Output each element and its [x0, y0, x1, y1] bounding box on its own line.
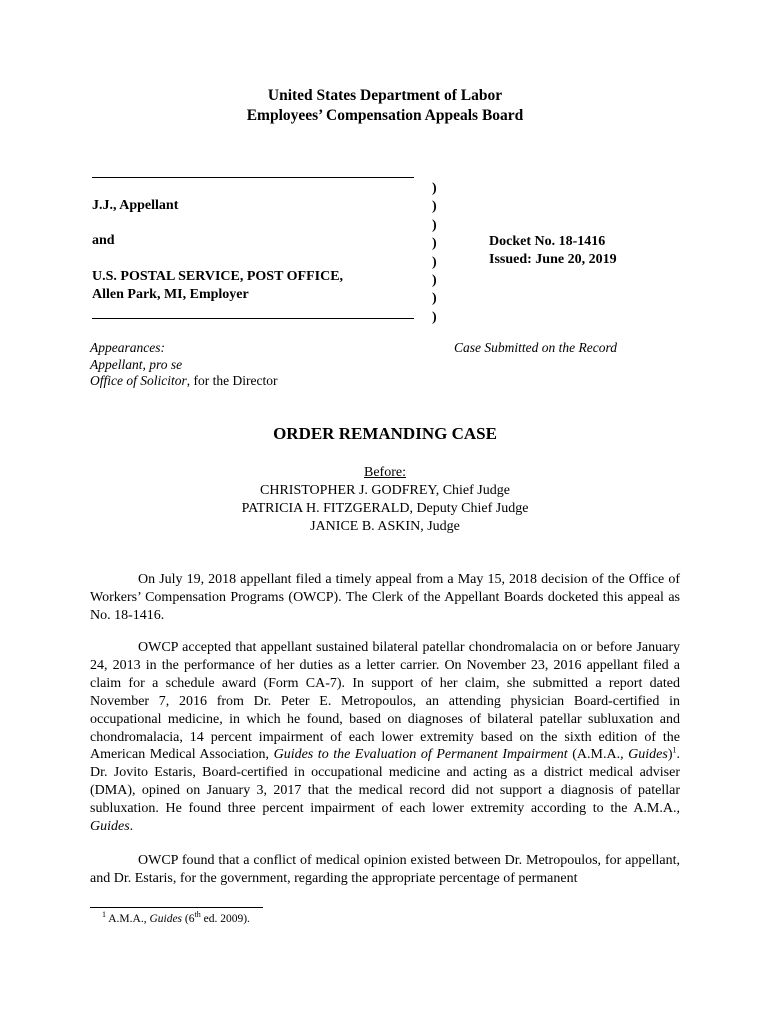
p2-text-d: . Dr. Jovito Estaris, Board-certified in occupational medicine and acting as a district medical adviser (DMA), opined on January 3, 2017 that the medical record did not support a diagnosis of patellar subluxation. He found three percent impairment of each lower extremity according to the A.M.A.,: [90, 747, 680, 817]
paren: ): [432, 236, 437, 252]
p2-text-b: (A.M.A.,: [567, 747, 629, 763]
p2-text-a: OWCP accepted that appellant sustained bilateral patellar chondromalacia on or before January 24, 2013 in the performance of her duties as a letter carrier. On November 23, 2016 appellant filed a claim for a schedule award (Form CA-7). In support of her claim, she submitted a report dated November 7, 2016 from Dr. Peter E. Metropoulos, an attending physician Board-certified in occupational medicine, in which he found, based on diagnoses of bilateral patellar subluxation and chondromalacia, 14 percent impairment of each lower extremity based on the sixth edition of the American Medical Association,: [90, 640, 680, 763]
solicitor-rest: , for the Director: [186, 373, 278, 388]
board-name: Employees’ Compensation Appeals Board: [246, 107, 524, 124]
paragraph-1: On July 19, 2018 appellant filed a timely appeal from a May 15, 2018 decision of the Office of Workers’ Compensation Programs (OWCP). The Clerk of the Appellant Boards docketed this appeal as No. 18-1416.: [90, 572, 680, 623]
p2-text-c: ): [667, 747, 673, 763]
paren: ): [432, 199, 437, 215]
before-label: Before:: [364, 465, 406, 480]
issued-date: Issued: June 20, 2019: [489, 252, 617, 267]
solicitor-office: Office of Solicitor: [90, 373, 187, 388]
judge-askin: JANICE B. ASKIN, Judge: [310, 519, 460, 534]
footnote-ref: 1: [672, 745, 677, 755]
paragraph-2: [90, 639, 680, 836]
submitted-on-record: Case Submitted on the Record: [454, 340, 617, 355]
paren: ): [432, 217, 437, 233]
employer-line1: U.S. POSTAL SERVICE, POST OFFICE,: [92, 269, 344, 284]
employer-line2: Allen Park, MI, Employer: [92, 287, 249, 302]
caption-and: and: [92, 233, 115, 248]
footnote-guides: Guides: [149, 913, 183, 925]
order-title: ORDER REMANDING CASE: [273, 424, 497, 443]
appellant-pro-se: Appellant, pro se: [90, 357, 183, 372]
paragraph-3: OWCP found that a conflict of medical opinion existed between Dr. Metropoulos, for appellant, and Dr. Estaris, for the government, regarding the appropriate percentage of permanent: [90, 853, 680, 886]
p2-text-e: .: [129, 819, 134, 835]
footnote-text-c: ed. 2009).: [200, 913, 250, 925]
solicitor-line: [90, 373, 277, 389]
agency-name: United States Department of Labor: [267, 87, 503, 104]
paren: ): [432, 272, 437, 288]
guides-title: Guides to the Evaluation of Permanent Impairment: [273, 747, 568, 763]
caption-top-rule: [92, 177, 414, 178]
caption-parentheses: [432, 180, 437, 327]
paren: ): [432, 254, 437, 270]
judge-chief: CHRISTOPHER J. GODFREY, Chief Judge: [260, 483, 510, 498]
footnote-number: 1: [102, 910, 106, 920]
footnote-text-a: A.M.A.,: [106, 913, 150, 925]
appellant-name: J.J., Appellant: [92, 198, 179, 213]
judges-panel: [0, 464, 770, 536]
docket-number: Docket No. 18-1416: [489, 234, 606, 249]
judge-deputy-chief: PATRICIA H. FITZGERALD, Deputy Chief Judge: [241, 501, 529, 516]
guides-short-2: Guides: [90, 819, 130, 835]
footnote-text-b: (6: [182, 913, 195, 925]
footnote-rule: [90, 907, 263, 908]
paren: ): [432, 181, 437, 196]
paren: ): [432, 291, 437, 307]
footnote-ordinal: th: [194, 910, 201, 920]
guides-short: Guides: [628, 747, 668, 763]
appearances-label: Appearances:: [90, 340, 165, 355]
paren: ): [432, 309, 437, 325]
footnote-1: [90, 910, 250, 925]
caption-bottom-rule: [92, 318, 414, 319]
